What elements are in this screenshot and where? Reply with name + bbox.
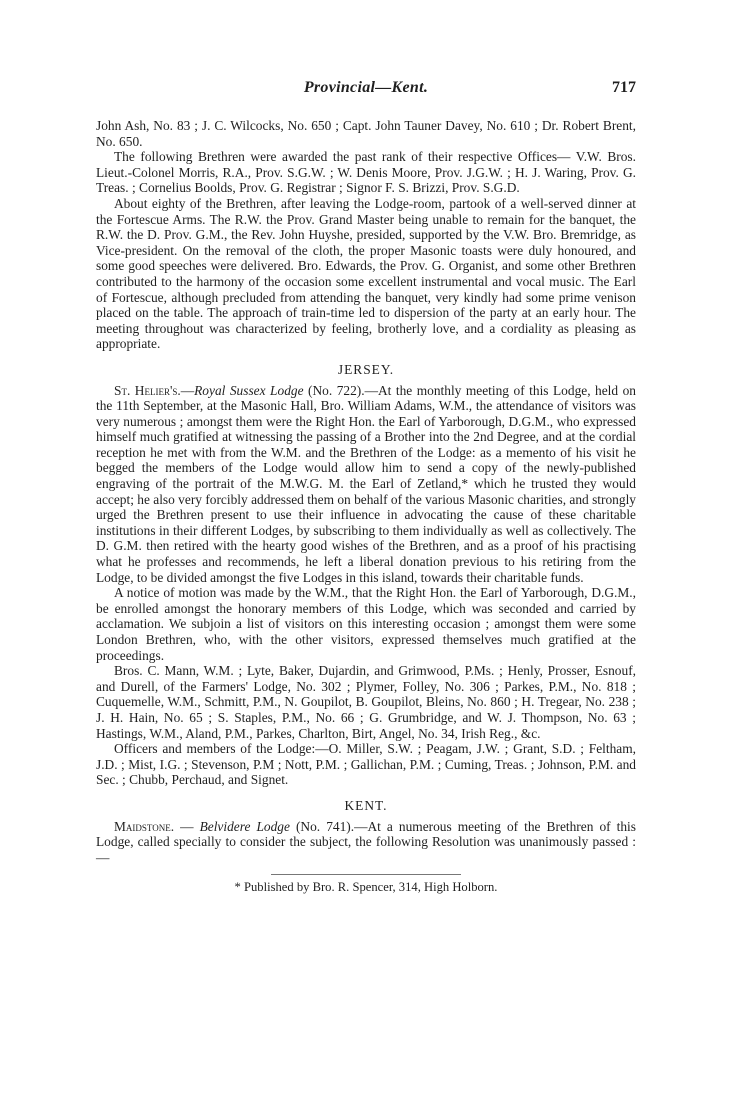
paragraph-text: (No. 741).—At a numerous meeting of the Brethren of this Lodge, called specially to consider the subject, the following Resolution was unanimously passed :— — [96, 818, 636, 865]
paragraph-notice-of-motion: A notice of motion was made by the W.M., that the Right Hon. the Earl of Yarborough, D.G.M., be enrolled amongst the honorary members of this Lodge, which was seconded and carried by acclamation. We subjoin a list of visitors on this interesting occasion ; amongst them were some London Brethren, who, with the other visitors, expressed themselves much gratified at the proceedings. — [96, 585, 636, 663]
dash: — — [180, 382, 195, 398]
dash: — — [174, 818, 200, 834]
page-header — [96, 80, 636, 102]
paragraph-royal-sussex-lodge — [96, 383, 636, 586]
page-number: 717 — [612, 79, 636, 96]
footnote-divider — [271, 874, 461, 875]
paragraph-past-rank: The following Brethren were awarded the past rank of their respective Offices— V.W. Bros. Lieut.-Colonel Morris, R.A., Prov. S.G.W. ; W. Denis Moore, Prov. J.G.W. ; H. J. Waring, Prov. G. Treas. ; Cornelius Boolds, Prov. G. Registrar ; Signor F. S. Brizzi, Prov. S.G.D. — [96, 149, 636, 196]
running-head: Provincial—Kent. — [303, 79, 429, 96]
article-body — [96, 118, 636, 896]
paragraph-visitors-list: John Ash, No. 83 ; J. C. Wilcocks, No. 650 ; Capt. John Tauner Davey, No. 610 ; Dr. Robert Brent, No. 650. — [96, 118, 636, 149]
footnote: * Published by Bro. R. Spencer, 314, High Holborn. — [234, 880, 498, 895]
paragraph-banquet: About eighty of the Brethren, after leaving the Lodge-room, partook of a well-served dinner at the Fortescue Arms. The R.W. the Prov. Grand Master being unable to remain for the banquet, the R.W. the D. Prov. G.M., the Rev. John Huyshe, presided, supported by the V.W. Bro. Bremridge, as Vice-president. On the removal of the cloth, the proper Masonic toasts were duly honoured, and some good speeches were delivered. Bro. Edwards, the Prov. G. Organist, and some other Brethren contributed to the harmony of the occasion some excellent instrumental and vocal music. The Earl of Fortescue, although precluded from attending the banquet, very kindly had some prime venison placed on the table. The approach of train-time led to dispersion of the party at an early hour. The meeting throughout was characterized by feeling, brotherly love, and a cordiality as pleasing as appropriate. — [96, 195, 636, 352]
lodge-name-royal-sussex: Royal Sussex Lodge — [194, 382, 304, 398]
paragraph-text: (No. 722).—At the monthly meeting of this Lodge, held on the 11th September, at the Masonic Hall, Bro. William Adams, W.M., the attendance of visitors was very numerous ; amongst them were the Right Hon. the Earl of Yarborough, D.G.M., who expressed himself much gratified at witnessing the passing of a Brother into the 2nd Degree, and at the cordial reception he met with from the W.M. and the Brethren of the Lodge: as a memento of his visit he begged the members of the Lodge would allow him to send a copy of the newly-published engraving of the portrait of the M.W.G. M. the Earl of Zetland,* which he trusted they would accept; he also very forcibly addressed them on behalf of the various Masonic charities, and strongly urged the Brethren present to use their influence in advocating the cause of these charitable institutions in their different Lodges, by subscribing to them individually as well as collectively. The D. G.M. then retired with the hearty good wishes of the Brethren, and as a proof of his practising what he professes and recommends, he left a liberal donation previous to his retiring from the Lodge, to be divided amongst the five Lodges in this island, towards their charitable funds. — [96, 382, 636, 585]
lodge-name-belvidere: Belvidere Lodge — [199, 818, 290, 834]
paragraph-lodge-officers: Officers and members of the Lodge:—O. Miller, S.W. ; Peagam, J.W. ; Grant, S.D. ; Feltham, J.D. ; Mist, I.G. ; Stevenson, P.M ; Nott, P.M. ; Gallichan, P.M. ; Cuming, Treas. ; Johnson, P.M. and Sec. ; Chubb, Perchaud, and Signet. — [96, 741, 636, 788]
place-name-maidstone: Maidstone. — [114, 818, 175, 834]
section-heading-jersey: JERSEY. — [337, 361, 395, 377]
section-heading-kent: KENT. — [344, 797, 388, 813]
place-name-st-heliers: St. Helier's. — [114, 382, 181, 398]
paragraph-belvidere-lodge — [96, 819, 636, 866]
paragraph-visiting-brethren: Bros. C. Mann, W.M. ; Lyte, Baker, Dujardin, and Grimwood, P.Ms. ; Henly, Prosser, Esnouf, and Durell, of the Farmers' Lodge, No. 302 ; Plymer, Folley, No. 306 ; Parkes, P.M., No. 818 ; Cuquemelle, W.M., Schmitt, P.M., N. Goupilot, B. Goupilot, Bleins, No. 860 ; H. Tregear, No. 238 ; J. H. Hain, No. 65 ; S. Staples, P.M., No. 66 ; G. Grumbridge, and W. J. Thompson, No. 63 ; Hastings, W.M., Aland, P.M., Parkes, Charlton, Birt, Angel, No. 34, Irish Reg., &c. — [96, 663, 636, 741]
